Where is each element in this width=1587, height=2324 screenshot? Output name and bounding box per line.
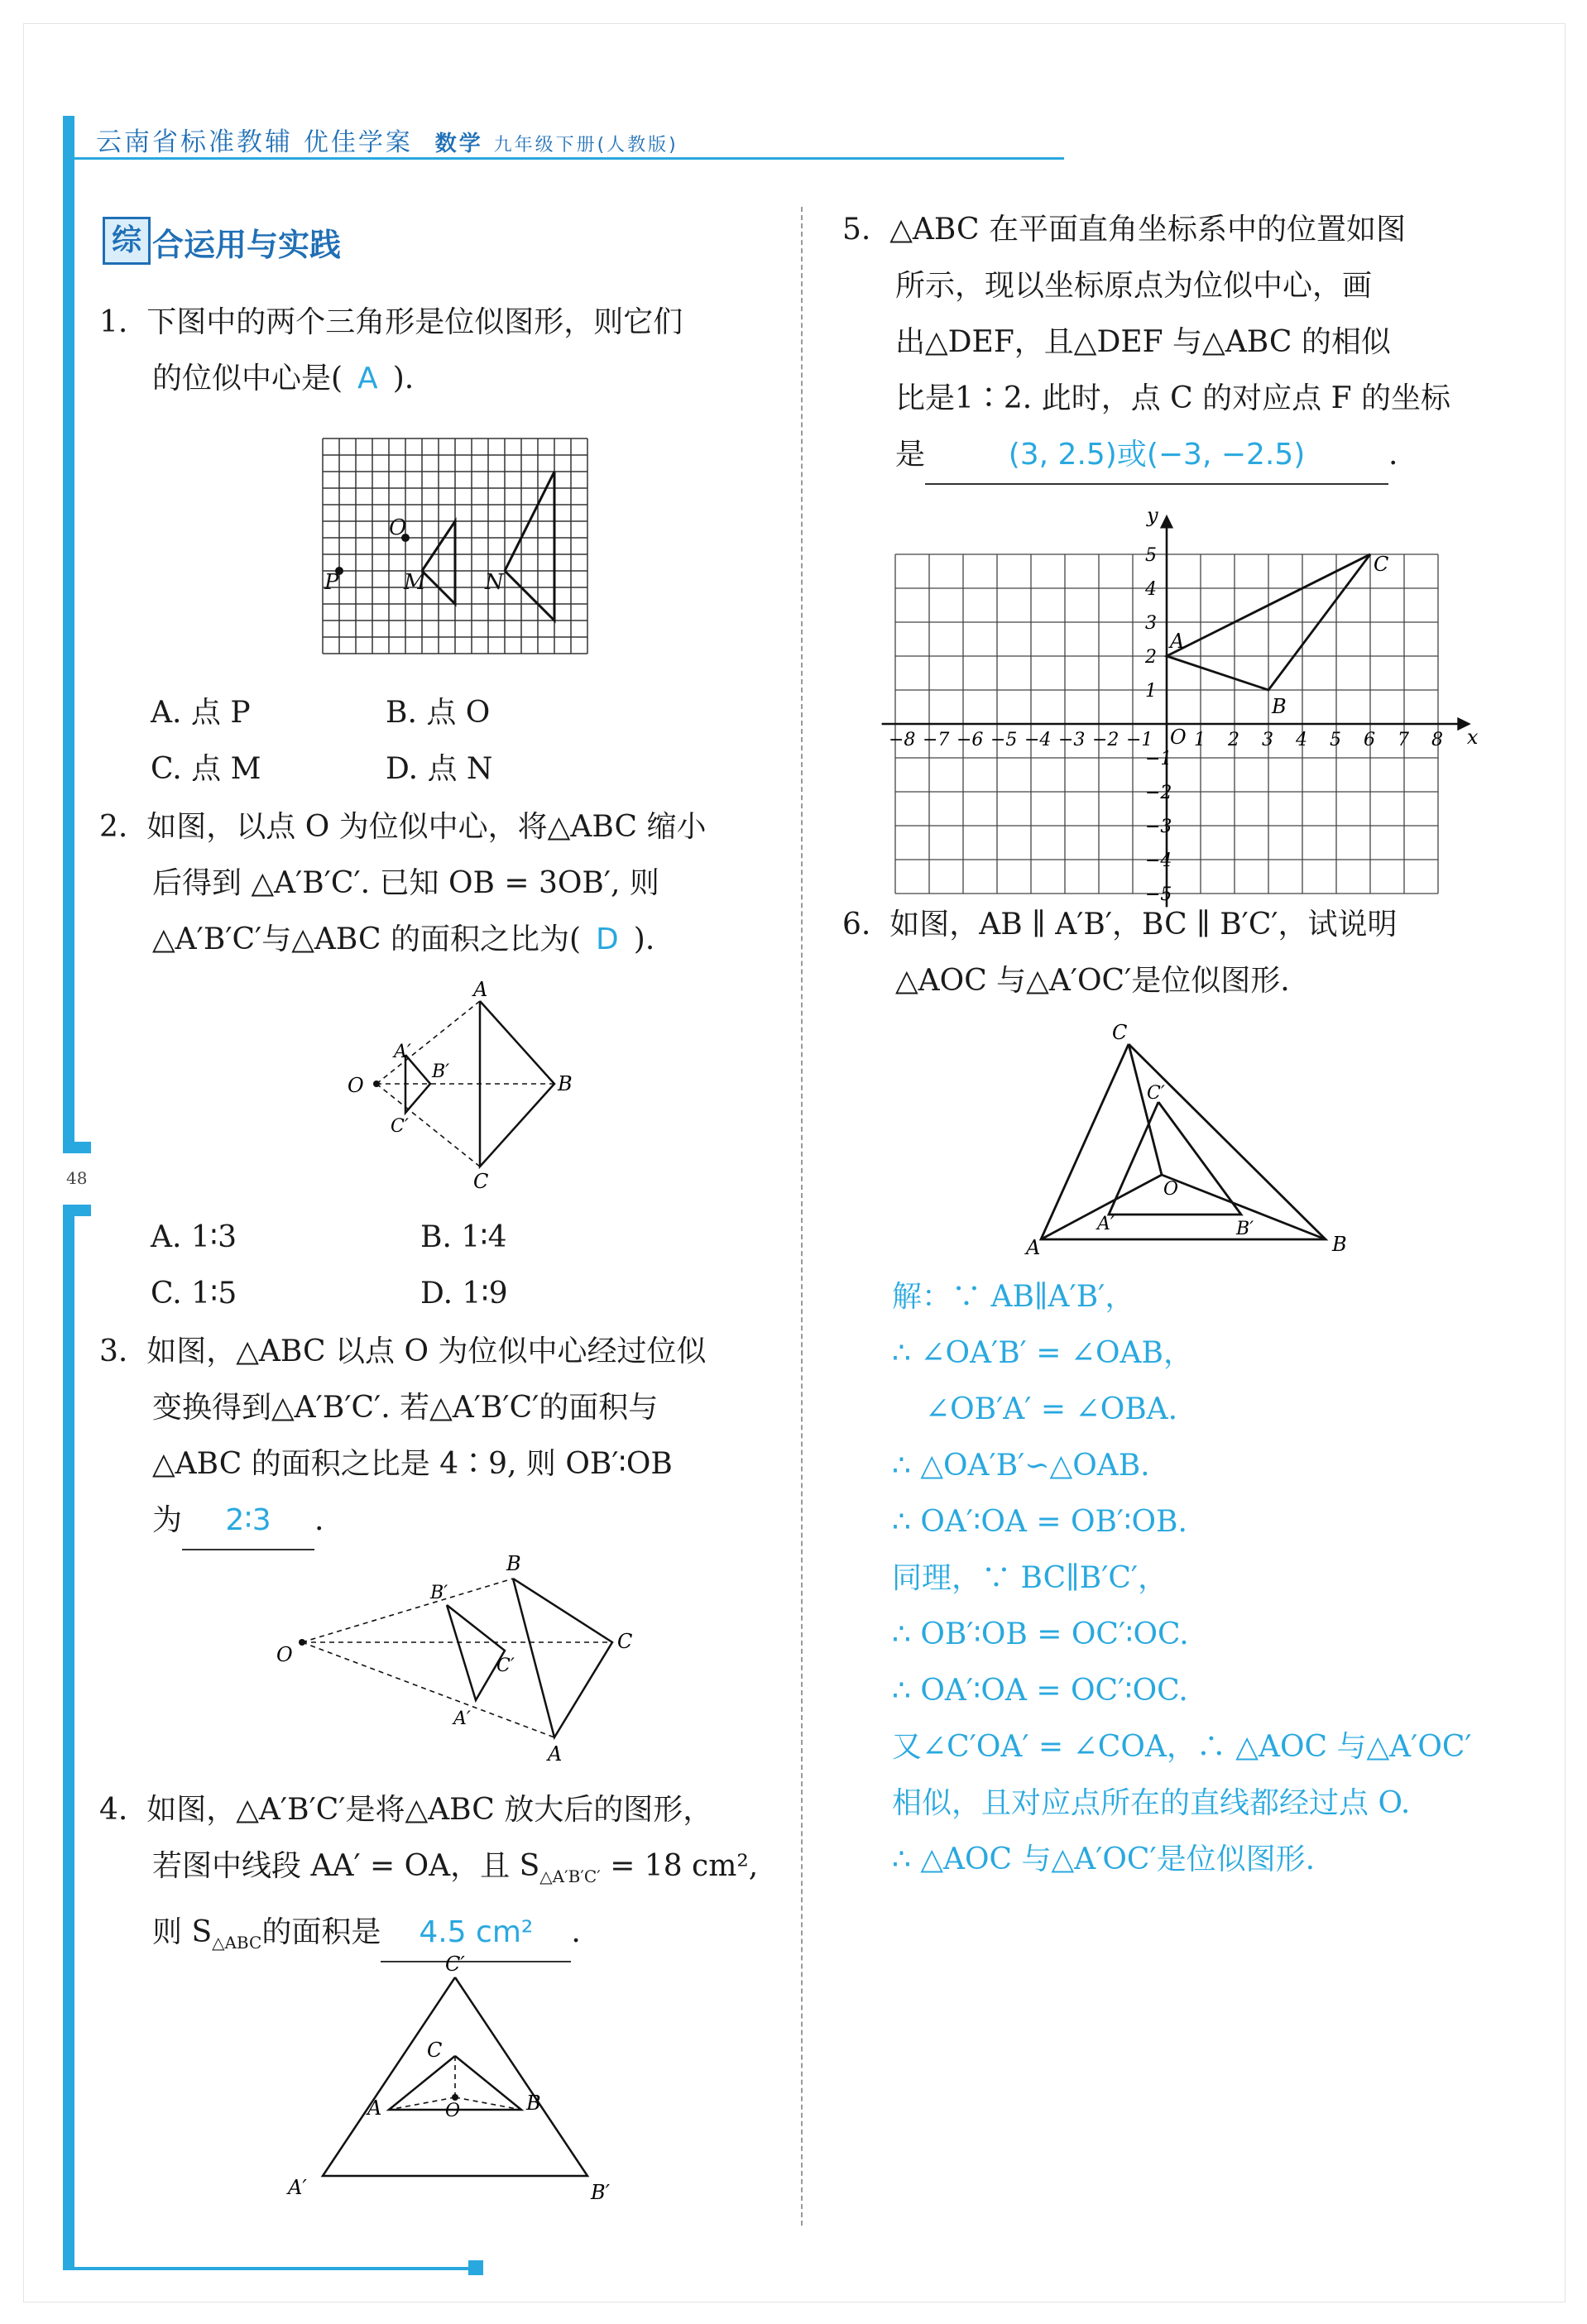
x-tick-label: 5 [1330,730,1341,750]
point-label-a: A [1170,630,1185,653]
header-book: 优佳学案 [303,128,413,157]
header-series: 云南省标准教辅 [96,127,293,157]
q3-line-4b: . [314,1503,324,1537]
q3-line-1: 如图，△ABC 以点 O 为位似中心经过位似 [146,1335,707,1368]
x-tick-label: 8 [1431,730,1443,750]
sidebar-stripe-bottom [63,1216,74,2267]
q1-label-o: O [389,515,407,540]
solution-line: ∠OB′A′ = ∠OBA. [925,1392,1178,1426]
x-tick-label: −5 [990,730,1018,750]
q3-triangle-abc [513,1579,612,1737]
y-tick-label: 4 [1145,579,1157,600]
x-tick-label: −1 [1126,730,1153,750]
q2-option-d: D. 1∶9 [420,1277,508,1311]
solution-line: ∴ OA′∶OA = OB′∶OB. [892,1505,1187,1539]
q1-option-a: A. 点 P [151,696,251,730]
solution-line: 同理，∵ BC∥B′C′， [892,1561,1168,1595]
question-1 [99,295,778,407]
q3-figure [265,1547,645,1771]
q4-label-a1: A′ [288,2176,307,2199]
q3-label-c1: C′ [496,1656,515,1676]
q2-point-o [373,1081,380,1087]
q3-label-a1: A′ [453,1708,471,1729]
q2-line-2: 后得到 △A′B′C′. 已知 OB = 3OB′, 则 [152,866,659,900]
solution-line: ∴ △OA′B′∽△OAB. [892,1449,1150,1483]
q6-label-c: C [1112,1021,1128,1044]
q6-line-co [1129,1044,1162,1175]
question-3 [99,1324,778,1550]
x-tick-label: 2 [1228,730,1239,750]
footer-rule [63,2267,477,2270]
q3-label-a: A [548,1742,563,1766]
q5-line-1: △ABC 在平面直角坐标系中的位置如图 [889,213,1407,247]
q4-label-b: B [526,2092,541,2115]
q1-number: 1. [99,305,128,339]
y-tick-label: −3 [1145,817,1172,837]
q5-line-4: 比是1∶2. 此时，点 C 的对应点 F 的坐标 [895,381,1450,415]
question-6 [842,897,1521,1009]
q2-label-a1: A′ [394,1042,411,1062]
q3-point-o [299,1639,305,1646]
q3-label-b1: B′ [430,1583,448,1603]
solution-line: ∴ OB′∶OB = OC′∶OC. [892,1617,1189,1651]
q1-option-c: C. 点 M [151,752,261,786]
q4-label-b1: B′ [591,2181,611,2204]
q3-label-b: B [506,1552,521,1575]
solution-line: ∴ △AOC 与△A′OC′是位似图形. [892,1842,1316,1876]
q4-answer: 4.5 cm² [381,1905,571,1962]
q4-line-2-sub: △A′B′C′ [539,1866,601,1887]
q1-label-n: N [485,570,504,595]
sidebar-notch-top [63,1142,91,1153]
q1-figure [314,430,596,662]
question-2 [99,799,778,968]
q2-label-a: A [473,978,488,1001]
x-tick-label: −8 [889,730,916,750]
q4-label-a: A [367,2096,382,2120]
y-tick-label: −5 [1145,884,1172,905]
header-title [96,121,678,158]
q4-point-o [452,2094,458,2101]
sidebar-stripe-top [63,116,74,1142]
sidebar-notch-bottom [63,1205,91,1216]
q2-answer: D [596,922,619,956]
q2-label-o: O [348,1074,364,1097]
q5-point-labels [1168,553,1388,718]
q3-triangle-a1b1c1 [447,1605,505,1700]
y-axis-label: y [1147,503,1158,527]
q2-line-1: 如图，以点 O 为位似中心，将△ABC 缩小 [146,810,707,844]
solution-line: 又∠C′OA′ = ∠COA，∴ △AOC 与△A′OC′ [892,1730,1472,1764]
q3-line-2: 变换得到△A′B′C′. 若△A′B′C′的面积与 [152,1391,659,1425]
page-number: 48 [66,1168,88,1188]
q4-line-3-sub: △ABC [212,1933,262,1953]
q6-label-a1: A′ [1097,1214,1115,1234]
q2-label-b1: B′ [432,1061,450,1082]
q5-line-5a: 是 [895,438,926,472]
footer-square [468,2260,483,2275]
q3-line-3: △ABC 的面积之比是 4∶9, 则 OB′∶OB [152,1447,673,1481]
q5-line-3: 出△DEF，且△DEF 与△ABC 的相似 [895,325,1391,359]
q3-line-4a: 为 [152,1503,183,1537]
point-label-c: C [1374,553,1389,576]
y-arrow [1162,517,1172,527]
y-tick-label: 1 [1145,681,1157,702]
q4-line-1: 如图，△A′B′C′是将△ABC 放大后的图形， [146,1793,713,1827]
q4-line-2a: 若图中线段 AA′ = OA，且 S [152,1849,540,1883]
section-icon: 综 [103,217,151,265]
q2-option-a: A. 1∶3 [151,1220,237,1254]
q4-label-c: C [427,2039,443,2062]
q6-number: 6. [842,908,871,942]
point-label-b: B [1272,695,1287,718]
q4-label-c1: C′ [445,1953,465,1976]
solution-line: ∴ ∠OA′B′ = ∠OAB， [892,1336,1194,1370]
q1-label-p: P [324,570,339,595]
q5-tick-labels [889,504,1479,905]
q2-label-c: C [473,1170,489,1193]
q3-label-c: C [617,1630,633,1653]
x-tick-label: 7 [1398,730,1409,750]
q4-label-o: O [445,2101,461,2121]
q6-line-2: △AOC 与△A′OC′是位似图形. [895,964,1290,998]
q3-answer: 2∶3 [182,1493,314,1550]
x-tick-label: −2 [1092,730,1120,750]
q2-figure [331,976,596,1191]
q2-line-3a: △A′B′C′与△ABC 的面积之比为( [152,922,582,956]
q5-line-2: 所示，现以坐标原点为位似中心，画 [895,269,1373,303]
header-subject: 数学 [434,132,483,156]
x-axis-label: x [1466,726,1479,749]
q2-option-c: C. 1∶5 [151,1277,237,1311]
q1-text-a: 下图中的两个三角形是位似图形，则它们 [146,305,683,339]
q4-line-3a: 则 S [152,1915,213,1950]
x-tick-label: −4 [1024,730,1052,750]
y-tick-label: −4 [1145,851,1172,871]
y-tick-label: 3 [1145,613,1157,634]
q2-label-b: B [558,1072,573,1095]
header-grade: 九年级下册(人教版) [493,135,678,156]
solution-line: 相似，且对应点所在的直线都经过点 O. [892,1786,1411,1820]
origin-label: O [1170,726,1187,749]
q6-line-1: 如图，AB ∥ A′B′，BC ∥ B′C′，试说明 [889,908,1398,942]
q2-dashed-lines [376,1001,554,1167]
q1-text-b: 的位似中心是( [152,362,343,395]
q6-figure [1026,1009,1374,1258]
q4-figure [281,1953,629,2204]
y-tick-label: −1 [1145,749,1172,769]
x-tick-label: 1 [1194,730,1206,750]
y-tick-label: 5 [1145,545,1157,566]
q6-label-o: O [1163,1179,1179,1200]
section-title: 合运用与实践 [152,227,342,263]
q1-large-triangle [505,472,554,621]
q4-line-3b: 的面积是 [261,1915,381,1950]
x-tick-label: −7 [923,730,950,750]
q1-answer: A [357,362,378,395]
x-tick-label: 6 [1364,730,1375,750]
q2-number: 2. [99,810,128,844]
q3-label-o: O [276,1643,293,1666]
q5-answer: (3, 2.5)或(−3, −2.5) [925,427,1388,485]
q3-number: 3. [99,1335,128,1368]
q6-label-a: A [1026,1236,1041,1259]
q6-solution [892,1269,1570,1888]
q1-option-b: B. 点 O [386,696,491,730]
q1-option-d: D. 点 N [386,752,493,786]
q2-label-c1: C′ [391,1116,409,1137]
column-divider [801,207,803,2226]
x-tick-label: 4 [1296,730,1307,750]
x-tick-label: −3 [1058,730,1086,750]
q6-label-b1: B′ [1236,1219,1254,1239]
q5-coordinate-plane [889,488,1506,905]
question-5 [842,202,1521,485]
solution-line: 解：∵ AB∥A′B′， [892,1280,1135,1314]
x-tick-label: 3 [1262,730,1273,750]
y-tick-label: −2 [1145,783,1172,803]
q5-line-5b: . [1388,438,1398,472]
y-tick-label: 2 [1145,647,1157,668]
q6-label-c1: C′ [1147,1083,1165,1104]
q4-line-3c: . [571,1915,581,1950]
q5-number: 5. [842,213,871,247]
q4-number: 4. [99,1793,128,1827]
q1-text-c: ). [392,362,415,395]
q6-label-b: B [1332,1233,1347,1256]
x-tick-label: −6 [957,730,984,750]
q4-line-2b: = 18 cm², [600,1849,759,1883]
q2-option-b: B. 1∶4 [420,1220,507,1254]
question-4 [99,1782,778,1971]
q1-label-m: M [404,570,426,595]
solution-line: ∴ OA′∶OA = OC′∶OC. [892,1674,1188,1708]
q2-line-3b: ). [633,922,655,956]
q6-triangle-abc [1041,1044,1326,1239]
